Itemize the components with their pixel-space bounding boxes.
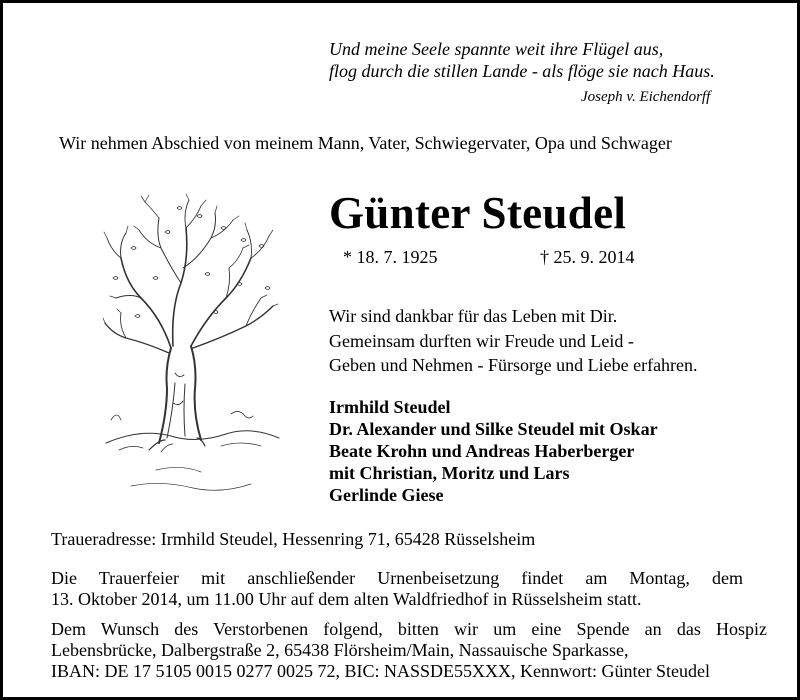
verse-line-3: Geben und Nehmen - Fürsorge und Liebe erfahren. [329, 355, 698, 375]
mourner-3: Beate Krohn und Andreas Haberberger [329, 441, 635, 461]
tree-drawing-icon [101, 188, 281, 503]
donation-line-1: Dem Wunsch des Verstorbenen folgend, bitten wir um eine Spende an das Hospiz [51, 619, 767, 639]
farewell-intro: Wir nehmen Abschied von meinem Mann, Vater, Schwiegervater, Opa und Schwager [59, 133, 672, 153]
deceased-name: Günter Steudel [329, 188, 627, 238]
mourner-2: Dr. Alexander und Silke Steudel mit Oskar [329, 419, 658, 439]
birth-date: * 18. 7. 1925 [343, 247, 438, 267]
ceremony-line-1: Die Trauerfeier mit anschließender Urnenbeisetzung findet am Montag, dem [51, 568, 743, 588]
death-date: † 25. 9. 2014 [540, 247, 635, 267]
verse-line-1: Wir sind dankbar für das Leben mit Dir. [329, 306, 618, 326]
donation-line-2: Lebensbrücke, Dalbergstraße 2, 65438 Flörsheim/Main, Nassauische Sparkasse, [51, 640, 629, 660]
mourner-5: Gerlinde Giese [329, 485, 444, 505]
poem-line-2: flog durch die stillen Lande - als flöge sie nach Haus. [329, 61, 715, 81]
ceremony-line-2: 13. Oktober 2014, um 11.00 Uhr auf dem alten Waldfriedhof in Rüsselsheim statt. [51, 589, 642, 609]
mourner-1: Irmhild Steudel [329, 397, 451, 417]
mourning-address: Traueradresse: Irmhild Steudel, Hessenring 71, 65428 Rüsselsheim [51, 529, 536, 549]
mourner-4: mit Christian, Moritz und Lars [329, 463, 570, 483]
verse-line-2: Gemeinsam durften wir Freude und Leid - [329, 331, 634, 351]
poem-line-1: Und meine Seele spannte weit ihre Flügel aus, [329, 39, 664, 59]
donation-line-3: IBAN: DE 17 5105 0015 0277 0025 72, BIC: NASSDE55XXX, Kennwort: Günter Steudel [51, 661, 710, 681]
poem-author: Joseph v. Eichendorff [581, 89, 711, 105]
